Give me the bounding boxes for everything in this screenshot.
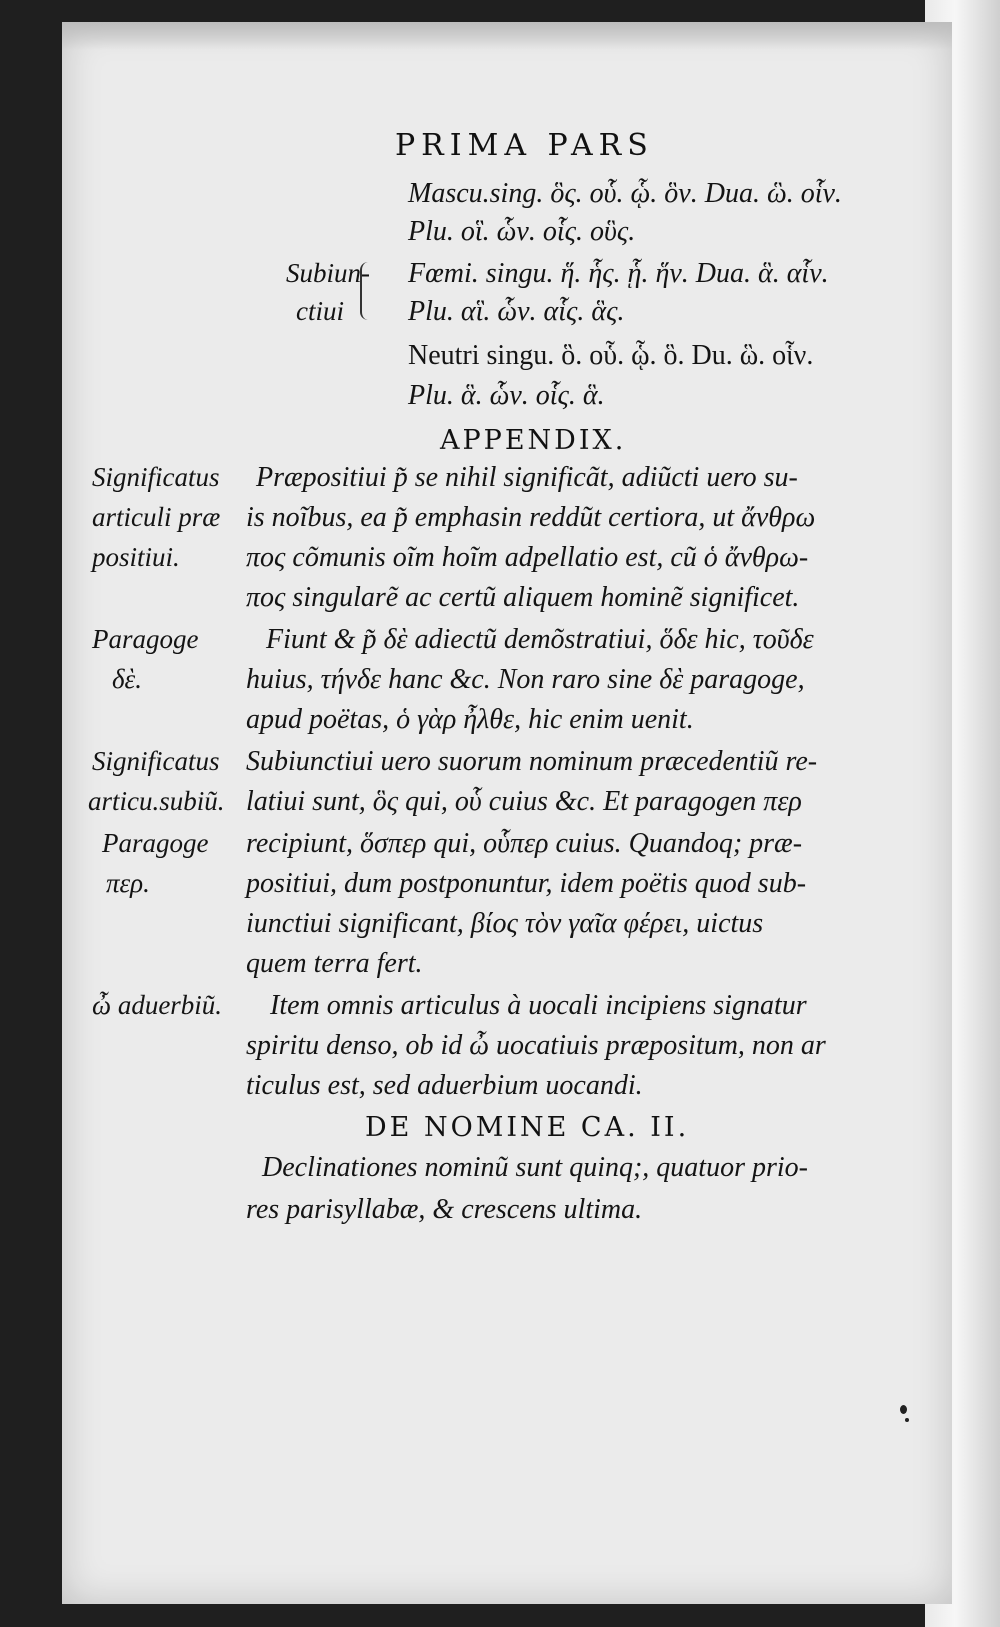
appendix-heading: APPENDIX.	[440, 425, 627, 456]
paradigm-line: Plu. ἃ. ὧν. οἷς. ἃ.	[408, 380, 605, 411]
paradigm-side-label: ctiui	[296, 296, 344, 326]
body-line: Præpositiui p̃ se nihil significãt, adiũcti uero su-	[256, 462, 798, 493]
body-line: is noĩbus, ea p̃ emphasin reddũt certiora, ut ἄνθρω	[246, 502, 816, 533]
body-line: spiritu denso, ob id ὦ uocatiuis præpositum, non ar	[246, 1030, 826, 1061]
margin-note: Paragoge	[92, 624, 199, 654]
margin-note: articu.subiũ.	[88, 786, 225, 816]
body-line: res parisyllabæ, & crescens ultima.	[246, 1194, 643, 1225]
paradigm-side-label: Subiun-	[286, 258, 370, 288]
scan-speck	[900, 1405, 907, 1414]
body-line: positiui, dum postponuntur, idem poëtis quod sub-	[246, 868, 807, 899]
scan-speck	[905, 1418, 909, 1422]
paradigm-line: Plu. οἳ. ὧν. οἷς. οὓς.	[408, 216, 636, 247]
body-line: apud poëtas, ὁ γὰρ ἦλθε, hic enim uenit.	[246, 704, 694, 735]
body-line: Item omnis articulus à uocali incipiens signatur	[270, 990, 807, 1021]
margin-note: περ.	[106, 868, 150, 898]
body-line: πος singularẽ ac certũ aliquem hominẽ significet.	[246, 582, 800, 613]
paradigm-line: Mascu.sing. ὃς. οὗ. ᾧ. ὃν. Dua. ὣ. οἷν.	[408, 178, 842, 209]
margin-note: ὦ aduerbiũ.	[92, 990, 223, 1020]
page-shadow	[62, 22, 952, 50]
running-head: PRIMA PARS	[395, 128, 654, 163]
margin-note: Significatus	[92, 746, 220, 776]
margin-note: Significatus	[92, 462, 220, 492]
chapter-heading: DE NOMINE CA. II.	[365, 1112, 690, 1143]
body-line: iunctiui significant, βίος τὸν γαῖα φέρει, uictus	[246, 908, 764, 939]
paradigm-line: Fœmi. singu. ἥ. ἧς. ᾗ. ἥν. Dua. ἃ. αἷν.	[408, 258, 829, 289]
paradigm-line: Plu. αἳ. ὧν. αἷς. ἃς.	[408, 296, 625, 327]
body-line: Declinationes nominũ sunt quinq;, quatuor prio-	[262, 1152, 808, 1183]
body-line: recipiunt, ὅσπερ qui, οὗπερ cuius. Quandoq; præ-	[246, 828, 803, 859]
margin-note: Paragoge	[102, 828, 209, 858]
body-line: Subiunctiui uero suorum nominum præcedentiũ re-	[246, 746, 818, 777]
body-line: quem terra fert.	[246, 948, 423, 979]
margin-note: positiui.	[92, 542, 180, 572]
margin-note: δὲ.	[112, 664, 142, 694]
paradigm-line: Neutri singu. ὃ. οὗ. ᾧ. ὃ. Du. ὣ. οἷν.	[408, 340, 814, 371]
body-line: huius, τήνδε hanc &c. Non raro sine δὲ paragoge,	[246, 664, 805, 695]
paradigm-brace	[360, 262, 372, 320]
body-line: Fiunt & p̃ δὲ adiectũ demõstratiui, ὅδε hic, τοῦδε	[266, 624, 814, 655]
body-line: πος cõmunis oĩm hoĩm adpellatio est, cũ ὁ ἄνθρω-	[246, 542, 809, 573]
margin-note: articuli præ	[92, 502, 221, 532]
body-line: ticulus est, sed aduerbium uocandi.	[246, 1070, 643, 1101]
body-line: latiui sunt, ὃς qui, οὗ cuius &c. Et paragogen περ	[246, 786, 802, 817]
